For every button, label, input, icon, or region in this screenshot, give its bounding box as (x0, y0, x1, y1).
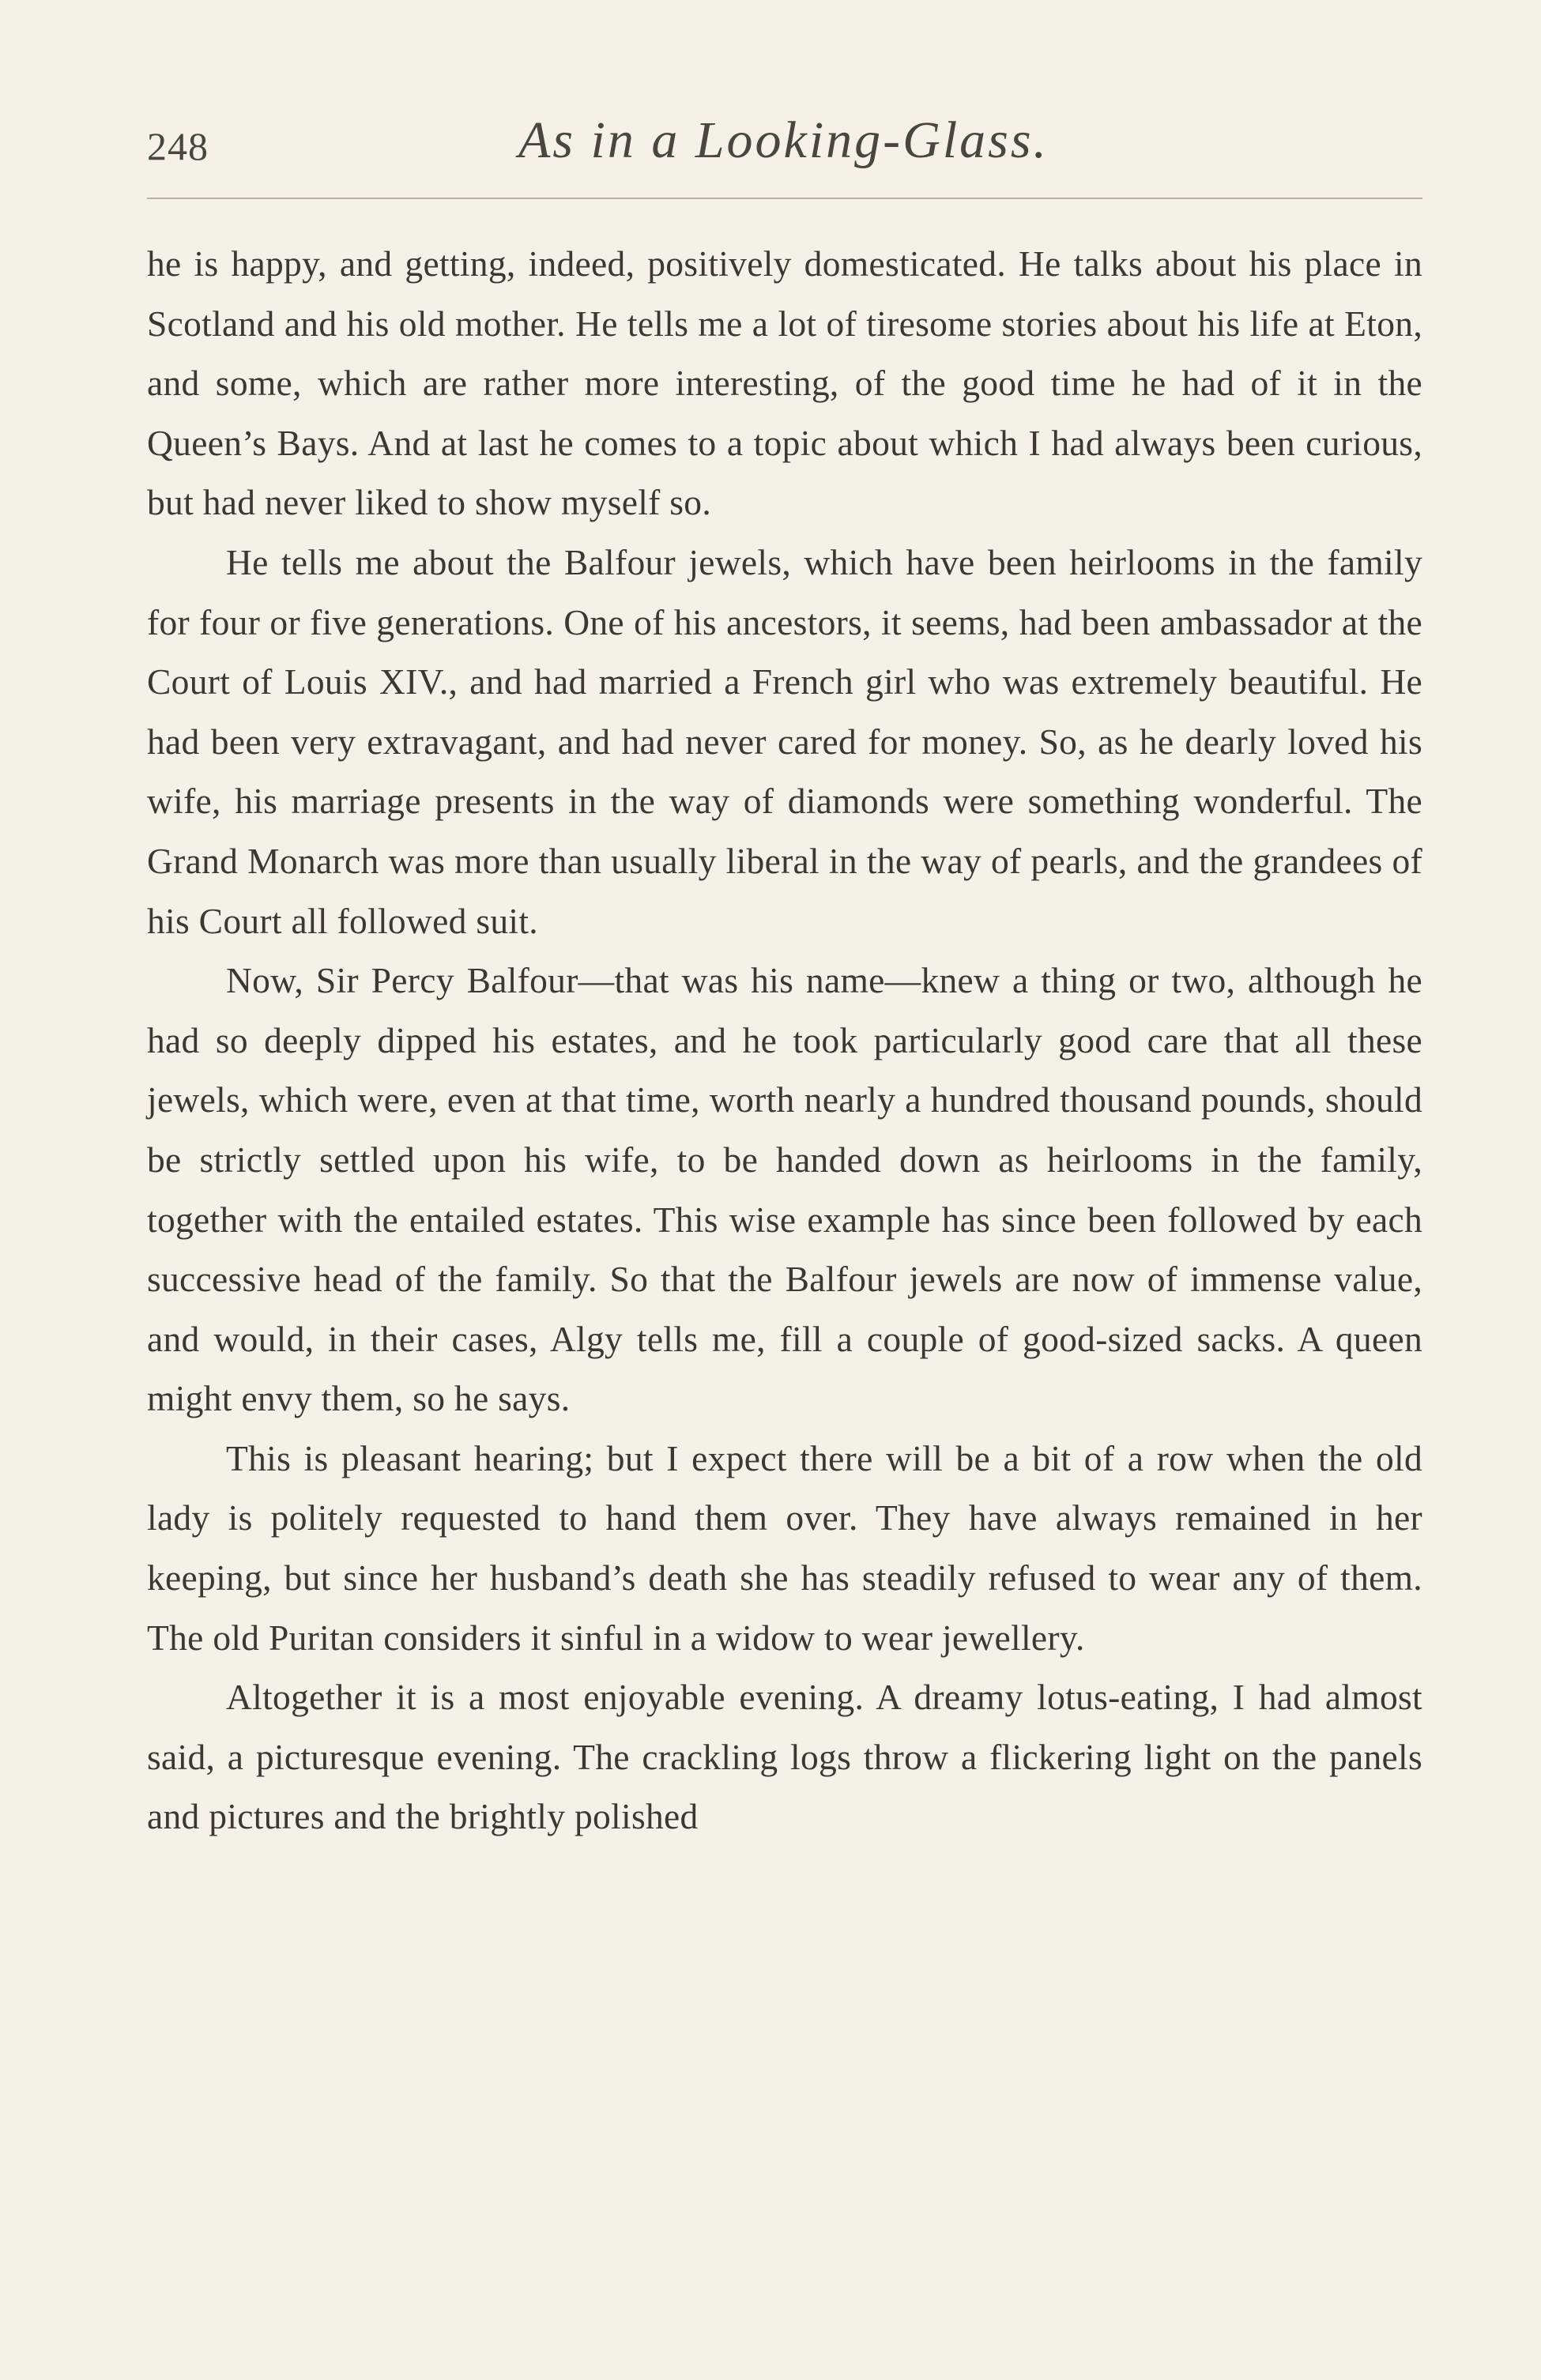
paragraph-2: He tells me about the Balfour jewels, which have been heirlooms in the family for four or five generations. One of his ancestors, it seems, had been ambassador at the Court of Louis XIV., and had married a French girl who was extremely beautiful. He had been very extravagant, and had never cared for money. So, as he dearly loved his wife, his marriage presents in the way of diamonds were something wonderful. The Grand Monarch was more than usually liberal in the way of pearls, and the grandees of his Court all followed suit. (147, 541, 1422, 941)
running-head (147, 109, 1422, 172)
paragraph-5: Altogether it is a most enjoyable evening. A dreamy lotus-eating, I had almost said, a picturesque evening. The crackling logs throw a flickering light on the panels and pictures and the brightly polished (147, 1677, 1422, 1837)
running-title: As in a Looking-Glass. (518, 111, 1049, 169)
paragraph-4: This is pleasant hearing; but I expect there will be a bit of a row when the old lady is politely requested to hand them over. They have always remained in her keeping, but since her husband’s death she has steadily refused to wear any of them. The old Puritan considers it sinful in a widow to wear jewellery. (147, 1437, 1422, 1658)
page-number: 248 (147, 124, 209, 168)
header-rule (147, 198, 1422, 199)
body-text (147, 234, 1422, 1847)
paragraph-1: he is happy, and getting, indeed, positively domesticated. He talks about his place in Scotland and his old mother. He tells me a lot of tiresome stories about his life at Eton, and some, which are rather more interesting, of the good time he had of it in the Queen’s Bays. And at last he comes to a topic about which I had always been curious, but had never liked to show myself so. (147, 243, 1422, 523)
paragraph-3: Now, Sir Percy Balfour—that was his name—knew a thing or two, although he had so deeply dipped his estates, and he took particularly good care that all these jewels, which were, even at that time, worth nearly a hundred thousand pounds, should be strictly settled upon his wife, to be handed down as heirlooms in the family, together with the entailed estates. This wise example has since been followed by each successive head of the family. So that the Balfour jewels are now of immense value, and would, in their cases, Algy tells me, fill a couple of good-sized sacks. A queen might envy them, so he says. (147, 960, 1422, 1419)
